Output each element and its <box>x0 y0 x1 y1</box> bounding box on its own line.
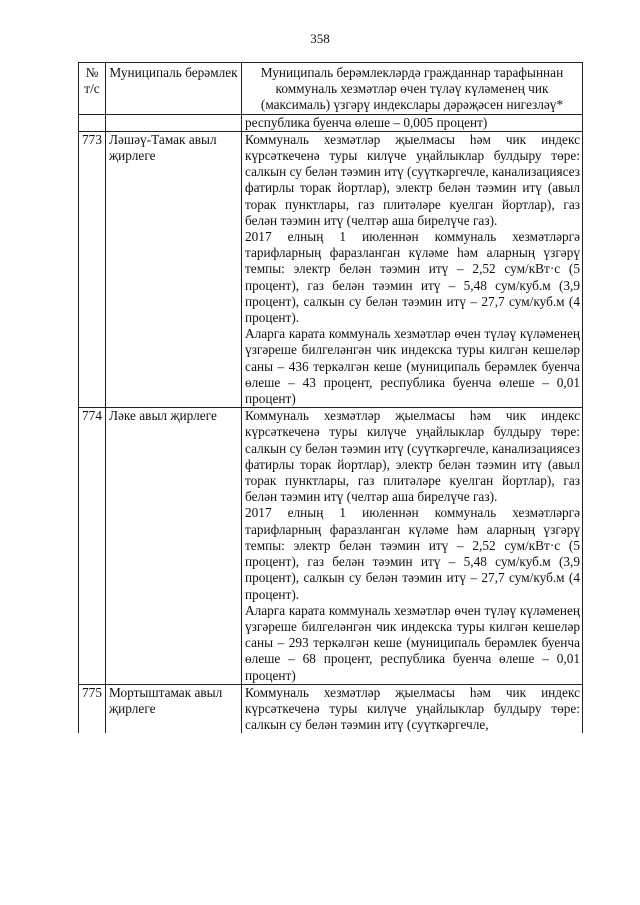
page-number: 358 <box>310 31 330 46</box>
header-municipality: Муниципаль берәмлек <box>106 63 242 115</box>
header-num: № т/с <box>79 63 106 115</box>
paragraph: Аларга карата коммуналь хезмәтләр өчен түләү күләменең үзгәреше билгеләнгән чик индекска туры килгән кешеләр саны – 293 теркәлгән кеше (муниципаль берәмлек буенча өлеше – 68 процент, республика буенча өлеше – 0,01 процент) <box>245 602 580 683</box>
continuation-text: республика буенча өлеше – 0,005 процент) <box>242 114 583 131</box>
row-number: 774 <box>79 408 106 684</box>
table-header-row <box>79 63 583 115</box>
row-description <box>242 684 583 733</box>
table-row <box>79 684 583 733</box>
municipality-name: Ләшәү-Тамак авыл җирлеге <box>106 131 242 407</box>
continuation-name-cell <box>106 114 242 131</box>
paragraph: Коммуналь хезмәтләр җыелмасы һәм чик индекс күрсәткеченә туры килүче уңайлыклар булдыру төре: салкын су белән тәэмин итү (суүткәргечле, канализациясез фатирлы торак йортлар), электр белән тәэмин итү (авыл торак пунктлары, газ плитәләре куелган йортлар), газ белән тәэмин итү (челтәр аша бирелүче газ). <box>245 408 580 505</box>
paragraph: Аларга карата коммуналь хезмәтләр өчен түләү күләменең үзгәреше билгеләнгән чик индекска туры килгән кешеләр саны – 436 теркәлгән кеше (муниципаль берәмлек буенча өлеше – 43 процент, республика буенча өлеше – 0,01 процент) <box>245 326 580 407</box>
paragraph: 2017 елның 1 июленнән коммуналь хезмәтләргә тарифларның фаразланган күләме һәм аларның үзгәрү темпы: электр белән тәэмин итү – 2,52 сум/кВт·с (5 процент), газ белән тәэмин итү – 5,48 сум/куб.м (3,9 процент), салкын су белән тәэмин итү – 27,7 сум/куб.м (4 процент). <box>245 505 580 602</box>
table-row <box>79 408 583 684</box>
row-description <box>242 408 583 684</box>
municipality-name: Мортыштамак авыл җирлеге <box>106 684 242 733</box>
paragraph: 2017 елның 1 июленнән коммуналь хезмәтләргә тарифларның фаразланган күләме һәм аларның үзгәрү темпы: электр белән тәэмин итү – 2,52 сум/кВт·с (5 процент), газ белән тәэмин итү – 5,48 сум/куб.м (3,9 процент), салкын су белән тәэмин итү – 27,7 сум/куб.м (4 процент). <box>245 229 580 326</box>
row-number: 773 <box>79 131 106 407</box>
continuation-row <box>79 114 583 131</box>
tariff-table <box>78 62 583 733</box>
continuation-num-cell <box>79 114 106 131</box>
row-description <box>242 131 583 407</box>
paragraph: Коммуналь хезмәтләр җыелмасы һәм чик индекс күрсәткеченә туры килүче уңайлыклар булдыру төре: салкын су белән тәэмин итү (суүткәргечле, <box>245 684 580 733</box>
row-number: 775 <box>79 684 106 733</box>
paragraph: Коммуналь хезмәтләр җыелмасы һәм чик индекс күрсәткеченә туры килүче уңайлыклар булдыру төре: салкын су белән тәэмин итү (суүткәргечле, канализациясез фатирлы торак йортлар), электр белән тәэмин итү (авыл торак пунктлары, газ плитәләре куелган йортлар), газ белән тәэмин итү (челтәр аша бирелүче газ). <box>245 131 580 228</box>
municipality-name: Ләке авыл җирлеге <box>106 408 242 684</box>
table-row <box>79 131 583 407</box>
header-description: Муниципаль берәмлекләрдә гражданнар тарафыннан коммуналь хезмәтләр өчен түләү күләменең чик (максималь) үзгәрү индекслары дәрәҗәсен нигезләү* <box>242 63 583 115</box>
